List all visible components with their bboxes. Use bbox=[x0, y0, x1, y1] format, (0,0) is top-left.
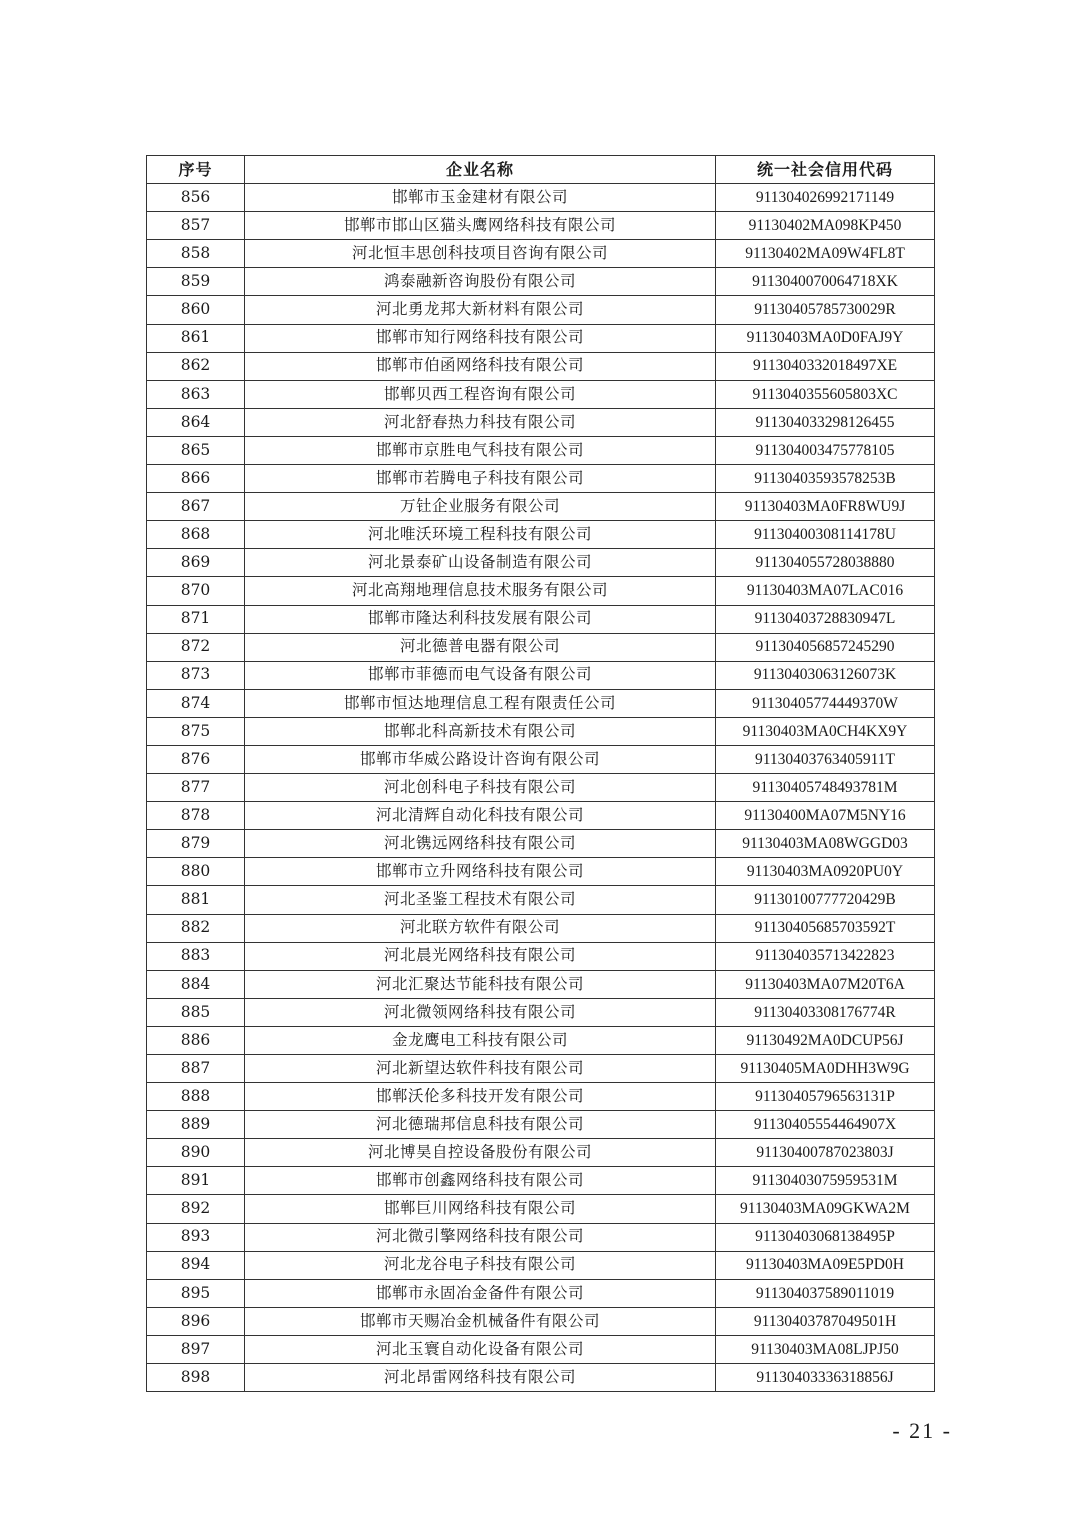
credit-code: 91130403MA0CH4KX9Y bbox=[716, 717, 935, 745]
table-row bbox=[147, 1279, 935, 1307]
company-name: 邯郸市知行网络科技有限公司 bbox=[245, 324, 716, 352]
row-number: 882 bbox=[147, 914, 245, 942]
table-row bbox=[147, 914, 935, 942]
row-number: 894 bbox=[147, 1251, 245, 1279]
credit-code: 91130100777720429B bbox=[716, 886, 935, 914]
company-name: 邯郸市创鑫网络科技有限公司 bbox=[245, 1167, 716, 1195]
row-number: 883 bbox=[147, 942, 245, 970]
company-name: 万钍企业服务有限公司 bbox=[245, 493, 716, 521]
row-number: 868 bbox=[147, 521, 245, 549]
table-row bbox=[147, 717, 935, 745]
table-row bbox=[147, 998, 935, 1026]
credit-code: 9113040355605803XC bbox=[716, 380, 935, 408]
credit-code: 91130403068138495P bbox=[716, 1223, 935, 1251]
company-name: 河北新望达软件科技有限公司 bbox=[245, 1055, 716, 1083]
company-name: 河北博昊自控设备股份有限公司 bbox=[245, 1139, 716, 1167]
credit-code: 91130403728830947L bbox=[716, 605, 935, 633]
company-name: 邯郸北科高新技术有限公司 bbox=[245, 717, 716, 745]
credit-code: 911304056857245290 bbox=[716, 633, 935, 661]
company-name: 河北龙谷电子科技有限公司 bbox=[245, 1251, 716, 1279]
table-row bbox=[147, 380, 935, 408]
company-name: 河北玉寰自动化设备有限公司 bbox=[245, 1335, 716, 1363]
table-row bbox=[147, 1167, 935, 1195]
row-number: 859 bbox=[147, 268, 245, 296]
credit-code: 9113040332018497XE bbox=[716, 352, 935, 380]
credit-code: 911304003475778105 bbox=[716, 436, 935, 464]
credit-code: 91130403MA08LJPJ50 bbox=[716, 1335, 935, 1363]
company-name: 邯郸市玉金建材有限公司 bbox=[245, 184, 716, 212]
company-name: 河北德普电器有限公司 bbox=[245, 633, 716, 661]
company-name: 邯郸巨川网络科技有限公司 bbox=[245, 1195, 716, 1223]
row-number: 872 bbox=[147, 633, 245, 661]
row-number: 893 bbox=[147, 1223, 245, 1251]
credit-code: 91130402MA09W4FL8T bbox=[716, 240, 935, 268]
table-row bbox=[147, 1055, 935, 1083]
page-number: - 21 - bbox=[892, 1418, 952, 1443]
row-number: 857 bbox=[147, 212, 245, 240]
company-name: 河北圣鉴工程技术有限公司 bbox=[245, 886, 716, 914]
table-row bbox=[147, 1083, 935, 1111]
credit-code: 91130403MA0D0FAJ9Y bbox=[716, 324, 935, 352]
row-number: 892 bbox=[147, 1195, 245, 1223]
table-row bbox=[147, 1223, 935, 1251]
credit-code: 91130405685703592T bbox=[716, 914, 935, 942]
company-name: 邯郸市菲德而电气设备有限公司 bbox=[245, 661, 716, 689]
credit-code: 91130403593578253B bbox=[716, 465, 935, 493]
row-number: 878 bbox=[147, 802, 245, 830]
table-row bbox=[147, 324, 935, 352]
company-name: 邯郸市永固冶金备件有限公司 bbox=[245, 1279, 716, 1307]
credit-code: 91130405796563131P bbox=[716, 1083, 935, 1111]
credit-code: 91130403763405911T bbox=[716, 745, 935, 773]
header-number: 序号 bbox=[147, 156, 245, 184]
credit-code: 9113040070064718XK bbox=[716, 268, 935, 296]
table-row bbox=[147, 661, 935, 689]
credit-code: 91130400MA07M5NY16 bbox=[716, 802, 935, 830]
table-row bbox=[147, 436, 935, 464]
company-name: 河北汇聚达节能科技有限公司 bbox=[245, 970, 716, 998]
row-number: 867 bbox=[147, 493, 245, 521]
credit-code: 91130403MA0920PU0Y bbox=[716, 858, 935, 886]
credit-code: 911304037589011019 bbox=[716, 1279, 935, 1307]
table-row bbox=[147, 240, 935, 268]
row-number: 898 bbox=[147, 1364, 245, 1392]
row-number: 896 bbox=[147, 1307, 245, 1335]
row-number: 889 bbox=[147, 1111, 245, 1139]
row-number: 880 bbox=[147, 858, 245, 886]
row-number: 897 bbox=[147, 1335, 245, 1363]
credit-code: 91130403MA09GKWA2M bbox=[716, 1195, 935, 1223]
row-number: 891 bbox=[147, 1167, 245, 1195]
row-number: 871 bbox=[147, 605, 245, 633]
company-name: 邯郸市天赐冶金机械备件有限公司 bbox=[245, 1307, 716, 1335]
company-name: 河北舒春热力科技有限公司 bbox=[245, 408, 716, 436]
company-name: 邯郸市立升网络科技有限公司 bbox=[245, 858, 716, 886]
credit-code: 91130403308176774R bbox=[716, 998, 935, 1026]
credit-code: 91130403MA07M20T6A bbox=[716, 970, 935, 998]
company-name: 河北清辉自动化科技有限公司 bbox=[245, 802, 716, 830]
table-row bbox=[147, 1139, 935, 1167]
company-name: 河北晨光网络科技有限公司 bbox=[245, 942, 716, 970]
company-name: 河北镌远网络科技有限公司 bbox=[245, 830, 716, 858]
table-row bbox=[147, 465, 935, 493]
row-number: 875 bbox=[147, 717, 245, 745]
company-name: 河北高翔地理信息技术服务有限公司 bbox=[245, 577, 716, 605]
credit-code: 91130400787023803J bbox=[716, 1139, 935, 1167]
table-row bbox=[147, 296, 935, 324]
table-row bbox=[147, 689, 935, 717]
credit-code: 911304033298126455 bbox=[716, 408, 935, 436]
table-row bbox=[147, 521, 935, 549]
row-number: 881 bbox=[147, 886, 245, 914]
table-row bbox=[147, 886, 935, 914]
table-row bbox=[147, 970, 935, 998]
company-name: 邯郸市隆达利科技发展有限公司 bbox=[245, 605, 716, 633]
company-name: 邯郸市恒达地理信息工程有限责任公司 bbox=[245, 689, 716, 717]
row-number: 869 bbox=[147, 549, 245, 577]
table-row bbox=[147, 352, 935, 380]
table-row bbox=[147, 408, 935, 436]
row-number: 890 bbox=[147, 1139, 245, 1167]
credit-code: 91130400308114178U bbox=[716, 521, 935, 549]
credit-code: 91130403MA07LAC016 bbox=[716, 577, 935, 605]
table-row bbox=[147, 605, 935, 633]
table-row bbox=[147, 1026, 935, 1054]
credit-code: 91130403MA0FR8WU9J bbox=[716, 493, 935, 521]
table-row bbox=[147, 774, 935, 802]
company-name: 鸿泰融新咨询股份有限公司 bbox=[245, 268, 716, 296]
table-row bbox=[147, 212, 935, 240]
credit-code: 911304035713422823 bbox=[716, 942, 935, 970]
row-number: 877 bbox=[147, 774, 245, 802]
header-company-name: 企业名称 bbox=[245, 156, 716, 184]
table-row bbox=[147, 1251, 935, 1279]
company-name: 河北微领网络科技有限公司 bbox=[245, 998, 716, 1026]
row-number: 865 bbox=[147, 436, 245, 464]
row-number: 860 bbox=[147, 296, 245, 324]
table-row bbox=[147, 1195, 935, 1223]
row-number: 866 bbox=[147, 465, 245, 493]
company-name: 河北景泰矿山设备制造有限公司 bbox=[245, 549, 716, 577]
table-row bbox=[147, 745, 935, 773]
credit-code: 91130403MA08WGGD03 bbox=[716, 830, 935, 858]
credit-code: 91130403MA09E5PD0H bbox=[716, 1251, 935, 1279]
company-name: 河北勇龙邦大新材料有限公司 bbox=[245, 296, 716, 324]
row-number: 873 bbox=[147, 661, 245, 689]
table-row bbox=[147, 1335, 935, 1363]
company-name: 河北德瑞邦信息科技有限公司 bbox=[245, 1111, 716, 1139]
row-number: 895 bbox=[147, 1279, 245, 1307]
table-row bbox=[147, 549, 935, 577]
company-name: 邯郸市若腾电子科技有限公司 bbox=[245, 465, 716, 493]
company-name: 邯郸市邯山区猫头鹰网络科技有限公司 bbox=[245, 212, 716, 240]
row-number: 864 bbox=[147, 408, 245, 436]
credit-code: 91130405774449370W bbox=[716, 689, 935, 717]
enterprise-table bbox=[146, 155, 935, 1392]
credit-code: 91130403787049501H bbox=[716, 1307, 935, 1335]
row-number: 879 bbox=[147, 830, 245, 858]
company-name: 河北唯沃环境工程科技有限公司 bbox=[245, 521, 716, 549]
company-name: 金龙鹰电工科技有限公司 bbox=[245, 1026, 716, 1054]
company-name: 邯郸市伯函网络科技有限公司 bbox=[245, 352, 716, 380]
table-body bbox=[147, 184, 935, 1392]
company-name: 邯郸贝西工程咨询有限公司 bbox=[245, 380, 716, 408]
credit-code: 91130405554464907X bbox=[716, 1111, 935, 1139]
table-row bbox=[147, 1307, 935, 1335]
credit-code: 91130403063126073K bbox=[716, 661, 935, 689]
row-number: 874 bbox=[147, 689, 245, 717]
credit-code: 91130403336318856J bbox=[716, 1364, 935, 1392]
row-number: 888 bbox=[147, 1083, 245, 1111]
table-header-row bbox=[147, 156, 935, 184]
row-number: 876 bbox=[147, 745, 245, 773]
table-row bbox=[147, 942, 935, 970]
credit-code: 91130405MA0DHH3W9G bbox=[716, 1055, 935, 1083]
credit-code: 91130405785730029R bbox=[716, 296, 935, 324]
row-number: 863 bbox=[147, 380, 245, 408]
table-row bbox=[147, 830, 935, 858]
table-row bbox=[147, 1111, 935, 1139]
credit-code: 91130405748493781M bbox=[716, 774, 935, 802]
header-credit-code: 统一社会信用代码 bbox=[716, 156, 935, 184]
row-number: 870 bbox=[147, 577, 245, 605]
row-number: 887 bbox=[147, 1055, 245, 1083]
company-name: 邯郸市京胜电气科技有限公司 bbox=[245, 436, 716, 464]
credit-code: 91130403075959531M bbox=[716, 1167, 935, 1195]
credit-code: 91130492MA0DCUP56J bbox=[716, 1026, 935, 1054]
row-number: 884 bbox=[147, 970, 245, 998]
row-number: 885 bbox=[147, 998, 245, 1026]
table-row bbox=[147, 577, 935, 605]
row-number: 856 bbox=[147, 184, 245, 212]
company-name: 河北联方软件有限公司 bbox=[245, 914, 716, 942]
company-name: 邯郸沃伦多科技开发有限公司 bbox=[245, 1083, 716, 1111]
table-row bbox=[147, 268, 935, 296]
credit-code: 91130402MA098KP450 bbox=[716, 212, 935, 240]
credit-code: 911304026992171149 bbox=[716, 184, 935, 212]
row-number: 862 bbox=[147, 352, 245, 380]
company-name: 河北恒丰思创科技项目咨询有限公司 bbox=[245, 240, 716, 268]
company-name: 河北昂雷网络科技有限公司 bbox=[245, 1364, 716, 1392]
credit-code: 911304055728038880 bbox=[716, 549, 935, 577]
table-row bbox=[147, 802, 935, 830]
company-name: 邯郸市华威公路设计咨询有限公司 bbox=[245, 745, 716, 773]
table-row bbox=[147, 858, 935, 886]
table-row bbox=[147, 493, 935, 521]
row-number: 886 bbox=[147, 1026, 245, 1054]
table-row bbox=[147, 1364, 935, 1392]
table-row bbox=[147, 184, 935, 212]
company-name: 河北创科电子科技有限公司 bbox=[245, 774, 716, 802]
company-name: 河北微引擎网络科技有限公司 bbox=[245, 1223, 716, 1251]
row-number: 858 bbox=[147, 240, 245, 268]
table-row bbox=[147, 633, 935, 661]
row-number: 861 bbox=[147, 324, 245, 352]
